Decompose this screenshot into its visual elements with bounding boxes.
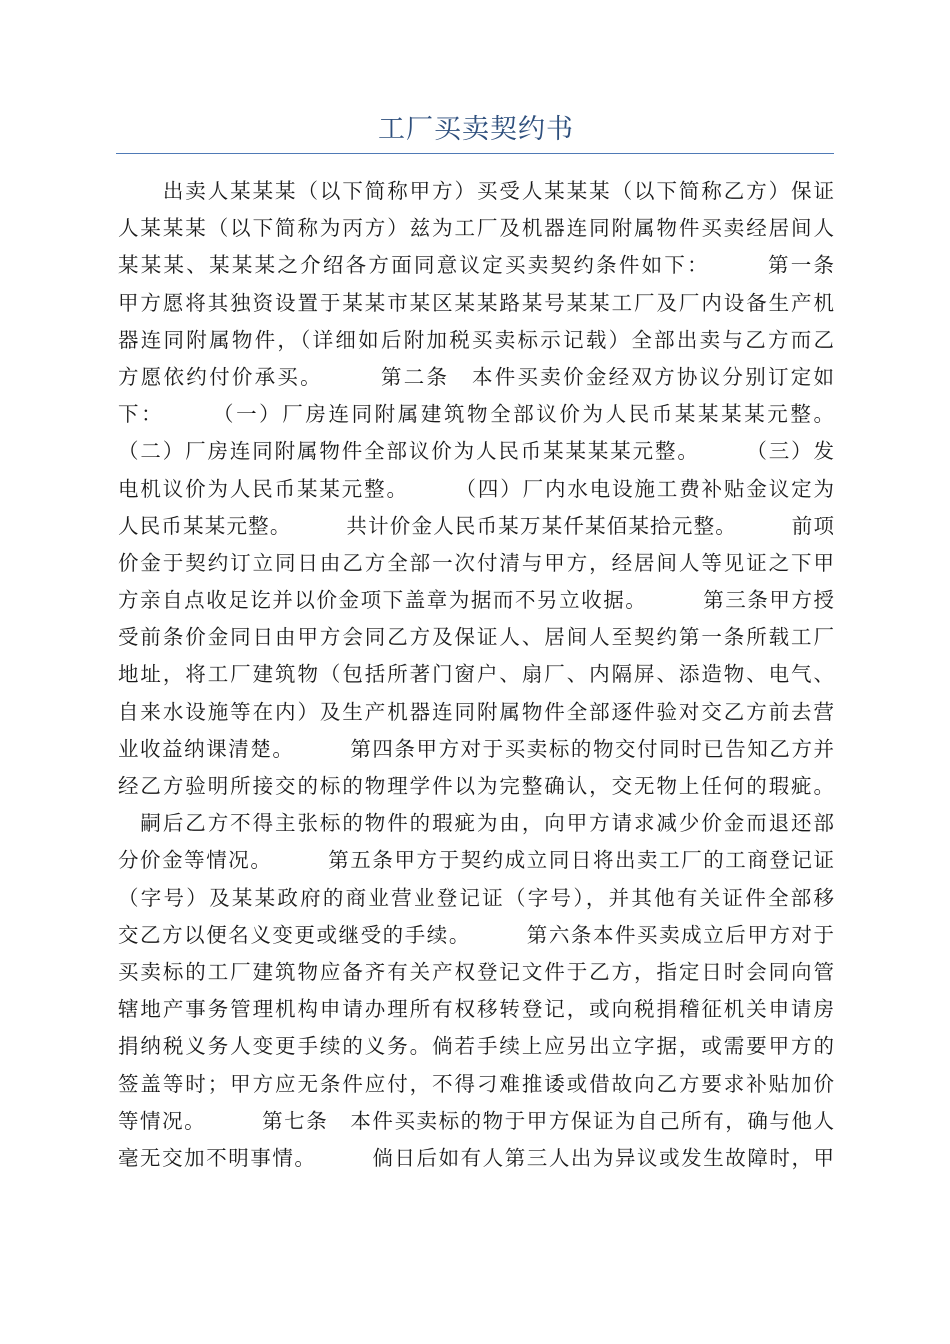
body-line: 经乙方验明所接交的标的物理学件以为完整确认，交无物上任何的瑕疵。 bbox=[118, 774, 834, 798]
body-line: 价金于契约订立同日由乙方全部一次付清与甲方，经居间人等见证之下甲 bbox=[118, 550, 834, 575]
body-line: 买卖标的工厂建筑物应备齐有关产权登记文件于乙方，指定日时会同向管 bbox=[118, 959, 834, 984]
body-line: 某某某、某某某之介绍各方面同意议定买卖契约条件如下： 第一条 bbox=[118, 253, 834, 278]
body-line: 方愿依约付价承买。 第二条 本件买卖价金经双方协议分别订定如 bbox=[118, 364, 834, 389]
body-line: 辖地产事务管理机构申请办理所有权移转登记，或向税捐稽征机关申请房 bbox=[118, 997, 834, 1022]
document-title: 工厂买卖契约书 bbox=[378, 114, 574, 145]
body-line: 出卖人某某某（以下简称甲方）买受人某某某（以下简称乙方）保证 bbox=[118, 179, 834, 203]
body-line: 地址，将工厂建筑物（包括所著门窗户、扇厂、内隔屏、添造物、电气、 bbox=[118, 662, 834, 687]
document-body bbox=[118, 173, 834, 1177]
body-line: 签盖等时；甲方应无条件应付，不得刁难推诿或借故向乙方要求补贴加价 bbox=[118, 1071, 834, 1096]
body-line: 电机议价为人民币某某元整。 （四）厂内水电设施工费补贴金议定为 bbox=[118, 476, 834, 501]
body-line: 下： （一）厂房连同附属建筑物全部议价为人民币某某某某元整。 bbox=[118, 402, 834, 427]
body-line: 分价金等情况。 第五条甲方于契约成立同日将出卖工厂的工商登记证 bbox=[118, 848, 834, 873]
body-line: 嗣后乙方不得主张标的物件的瑕疵为由，向甲方请求减少价金而退还部 bbox=[118, 811, 834, 836]
body-line: 业收益纳课清楚。 第四条甲方对于买卖标的物交付同时已告知乙方并 bbox=[118, 736, 834, 761]
body-line: 受前条价金同日由甲方会同乙方及保证人、居间人至契约第一条所载工厂 bbox=[118, 625, 834, 650]
body-line: 甲方愿将其独资设置于某某市某区某某路某号某某工厂及厂内设备生产机 bbox=[118, 290, 834, 315]
body-line: （二）厂房连同附属物件全部议价为人民币某某某某元整。 （三）发 bbox=[118, 439, 834, 464]
body-line: 人某某某（以下简称为丙方）兹为工厂及机器连同附属物件买卖经居间人 bbox=[118, 216, 834, 241]
body-line: 方亲自点收足讫并以价金项下盖章为据而不另立收据。 第三条甲方授 bbox=[118, 588, 834, 613]
body-line: 自来水设施等在内）及生产机器连同附属物件全部逐件验对交乙方前去营 bbox=[118, 699, 834, 724]
body-line: 人民币某某元整。 共计价金人民币某万某仟某佰某拾元整。 前项 bbox=[118, 513, 834, 538]
body-line: （字号）及某某政府的商业营业登记证（字号），并其他有关证件全部移 bbox=[118, 885, 834, 910]
title-underline bbox=[116, 153, 834, 154]
body-line: 器连同附属物件，（详细如后附加税买卖标示记载）全部出卖与乙方而乙 bbox=[118, 327, 834, 352]
body-line: 交乙方以便名义变更或继受的手续。 第六条本件买卖成立后甲方对于 bbox=[118, 922, 834, 947]
body-line: 捐纳税义务人变更手续的义务。倘若手续上应另出立字据，或需要甲方的 bbox=[118, 1034, 834, 1059]
body-line: 毫无交加不明事情。 倘日后如有人第三人出为异议或发生故障时，甲 bbox=[118, 1145, 834, 1170]
body-line: 等情况。 第七条 本件买卖标的物于甲方保证为自己所有，确与他人 bbox=[118, 1108, 834, 1133]
